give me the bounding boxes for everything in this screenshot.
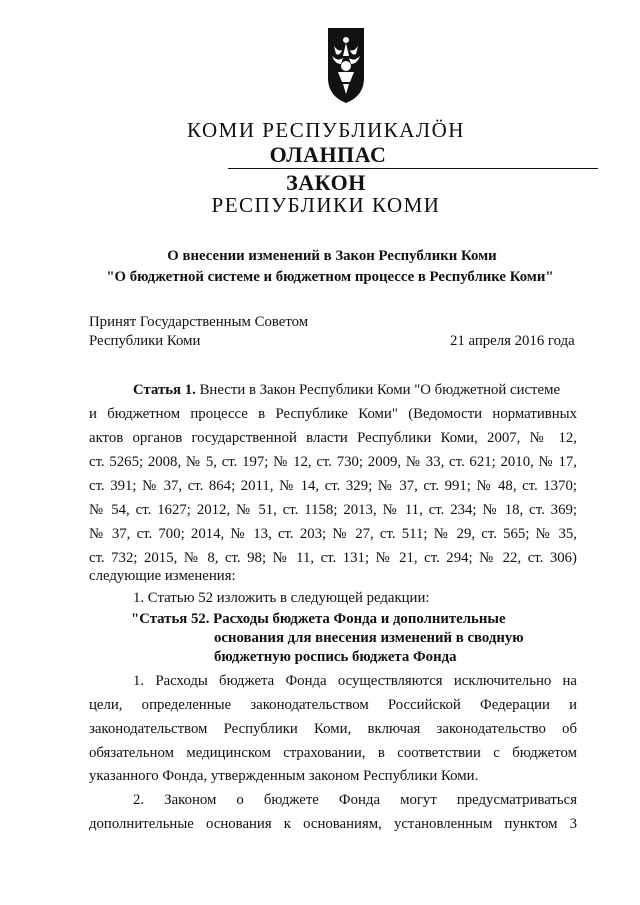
law-title-line-1: О внесении изменений в Закон Республики Коми	[167, 248, 497, 264]
article1-line-1: Внести в Закон Республики Коми "О бюджетной системе	[199, 382, 561, 398]
article52-p2-line-1-text: 2. Законом о бюджете Фонда могут предусматриваться	[133, 792, 577, 808]
article1-line-8-text: ст. 732; 2015, № 8, ст. 98; № 11, ст. 131; № 21, ст. 294; № 22, ст. 306)	[89, 550, 577, 566]
article52-p1-line-2	[89, 695, 577, 715]
article1-line-4-text: ст. 5265; 2008, № 5, ст. 197; № 12, ст. 730; 2009, № 33, ст. 621; 2010, № 17,	[89, 454, 577, 470]
article1-line-6-text: № 54, ст. 1627; 2012, № 51, ст. 1158; 2013, № 11, ст. 234; № 18, ст. 369;	[89, 502, 577, 518]
article1-line-5	[89, 476, 577, 496]
article52-p2-line-2	[89, 814, 577, 834]
article52-p1-line-2-text: цели, определенные законодательством Российской Федерации и	[89, 697, 577, 713]
article52-p2-line-2-text: дополнительные основания к основаниям, установленным пунктом 3	[89, 816, 577, 832]
article1-line-9: следующие изменения:	[89, 568, 236, 584]
article52-heading-2: основания для внесения изменений в сводную	[214, 630, 524, 646]
article52-p1-line-3	[89, 719, 577, 739]
article1-line-2	[89, 404, 577, 424]
header-divider	[228, 168, 598, 169]
adoption-line-1: Принят Государственным Советом	[89, 314, 309, 330]
article52-heading-1: "Статья 52. Расходы бюджета Фонда и дополнительные	[131, 611, 506, 627]
article52-p2-line-1	[133, 790, 577, 810]
article52-heading-3: бюджетную роспись бюджета Фонда	[214, 649, 457, 665]
header-republic: РЕСПУБЛИКИ КОМИ	[211, 193, 441, 217]
article1-item-1: 1. Статью 52 изложить в следующей редакции:	[133, 590, 430, 606]
coat-of-arms-emblem	[326, 26, 366, 104]
article1-line-8	[89, 548, 577, 568]
article52-p1-line-3-text: законодательством Республики Коми, включая законодательство об	[89, 721, 577, 737]
header-olanpas: ОЛАНПАС	[269, 142, 387, 167]
article1-line-3	[89, 428, 577, 448]
article52-p1-line-1	[133, 671, 577, 691]
article1-line-5-text: ст. 391; № 37, ст. 864; 2011, № 14, ст. 329; № 37, ст. 991; № 48, ст. 1370;	[89, 478, 577, 494]
adoption-date: 21 апреля 2016 года	[450, 333, 575, 349]
article52-p1-line-1-text: 1. Расходы бюджета Фонда осуществляются исключительно на	[133, 673, 577, 689]
header-zakon: ЗАКОН	[286, 170, 366, 195]
law-title-line-2: "О бюджетной системе и бюджетном процессе в Республике Коми"	[106, 269, 554, 285]
article1-first-line	[133, 380, 560, 400]
article52-p1-line-5: указанного Фонда, утвержденным законом Республики Коми.	[89, 768, 479, 784]
article1-line-2-text: и бюджетном процессе в Республике Коми" (Ведомости нормативных	[89, 406, 577, 422]
adoption-line-2: Республики Коми	[89, 333, 201, 349]
article1-label: Статья 1.	[133, 382, 196, 398]
article52-p1-line-4	[89, 743, 577, 763]
article1-line-7	[89, 524, 577, 544]
article52-p1-line-4-text: обязательном медицинском страховании, в соответствии с бюджетом	[89, 745, 577, 761]
article1-line-6	[89, 500, 577, 520]
article1-line-3-text: актов органов государственной власти Республики Коми, 2007, № 12,	[89, 430, 577, 446]
article1-line-4	[89, 452, 577, 472]
header-komi-name: КОМИ РЕСПУБЛИКАЛӦН	[187, 118, 465, 142]
article1-line-7-text: № 37, ст. 700; 2014, № 13, ст. 203; № 27, ст. 511; № 29, ст. 565; № 35,	[89, 526, 577, 542]
